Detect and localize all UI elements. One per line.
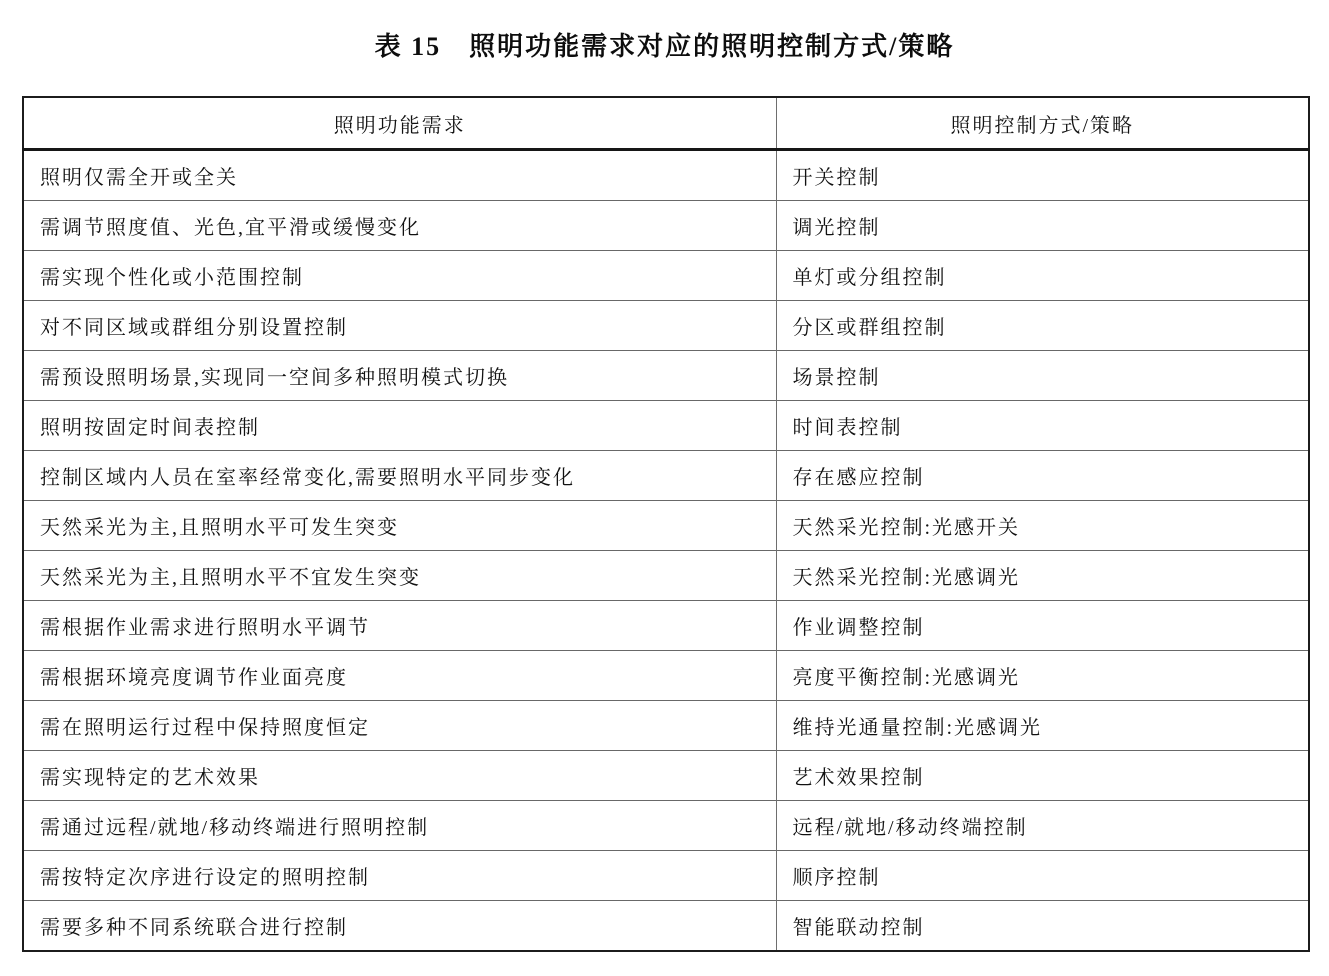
need-cell: 需在照明运行过程中保持照度恒定	[23, 701, 776, 751]
strategy-cell: 调光控制	[776, 201, 1309, 251]
table-row	[23, 150, 1309, 201]
strategy-cell: 时间表控制	[776, 401, 1309, 451]
strategy-cell: 开关控制	[776, 150, 1309, 201]
table-row	[23, 251, 1309, 301]
table-row	[23, 601, 1309, 651]
table-row	[23, 901, 1309, 952]
strategy-cell: 单灯或分组控制	[776, 251, 1309, 301]
need-cell: 控制区域内人员在室率经常变化,需要照明水平同步变化	[23, 451, 776, 501]
need-cell: 需通过远程/就地/移动终端进行照明控制	[23, 801, 776, 851]
table-title: 表 15 照明功能需求对应的照明控制方式/策略	[374, 32, 955, 61]
table-row	[23, 401, 1309, 451]
table-row	[23, 851, 1309, 901]
need-cell: 需根据作业需求进行照明水平调节	[23, 601, 776, 651]
strategy-cell: 顺序控制	[776, 851, 1309, 901]
need-cell: 天然采光为主,且照明水平不宜发生突变	[23, 551, 776, 601]
strategy-cell: 天然采光控制:光感调光	[776, 551, 1309, 601]
need-cell: 需预设照明场景,实现同一空间多种照明模式切换	[23, 351, 776, 401]
need-cell: 需实现个性化或小范围控制	[23, 251, 776, 301]
strategy-cell: 天然采光控制:光感开关	[776, 501, 1309, 551]
table-header-row	[23, 97, 1309, 150]
need-cell: 对不同区域或群组分别设置控制	[23, 301, 776, 351]
need-cell: 照明仅需全开或全关	[40, 167, 238, 189]
need-cell: 需要多种不同系统联合进行控制	[23, 901, 776, 952]
strategy-cell: 场景控制	[776, 351, 1309, 401]
need-cell: 需根据环境亮度调节作业面亮度	[23, 651, 776, 701]
table-row	[23, 351, 1309, 401]
table-row	[23, 751, 1309, 801]
table-row	[23, 201, 1309, 251]
need-cell: 需实现特定的艺术效果	[23, 751, 776, 801]
strategy-cell: 远程/就地/移动终端控制	[776, 801, 1309, 851]
need-cell: 需按特定次序进行设定的照明控制	[23, 851, 776, 901]
table-row	[23, 651, 1309, 701]
header-need: 照明功能需求	[23, 97, 776, 150]
strategy-cell: 艺术效果控制	[776, 751, 1309, 801]
table-row	[23, 801, 1309, 851]
table-row	[23, 551, 1309, 601]
strategy-cell: 存在感应控制	[776, 451, 1309, 501]
table-row	[23, 301, 1309, 351]
table-row	[23, 451, 1309, 501]
strategy-cell: 作业调整控制	[776, 601, 1309, 651]
lighting-control-table	[22, 96, 1310, 952]
table-row	[23, 701, 1309, 751]
strategy-cell: 智能联动控制	[776, 901, 1309, 952]
header-strategy: 照明控制方式/策略	[776, 97, 1309, 150]
need-cell: 天然采光为主,且照明水平可发生突变	[23, 501, 776, 551]
strategy-cell: 维持光通量控制:光感调光	[776, 701, 1309, 751]
need-cell: 需调节照度值、光色,宜平滑或缓慢变化	[23, 201, 776, 251]
strategy-cell: 分区或群组控制	[776, 301, 1309, 351]
strategy-cell: 亮度平衡控制:光感调光	[776, 651, 1309, 701]
need-cell: 照明按固定时间表控制	[23, 401, 776, 451]
table-row	[23, 501, 1309, 551]
table-body	[23, 150, 1309, 952]
